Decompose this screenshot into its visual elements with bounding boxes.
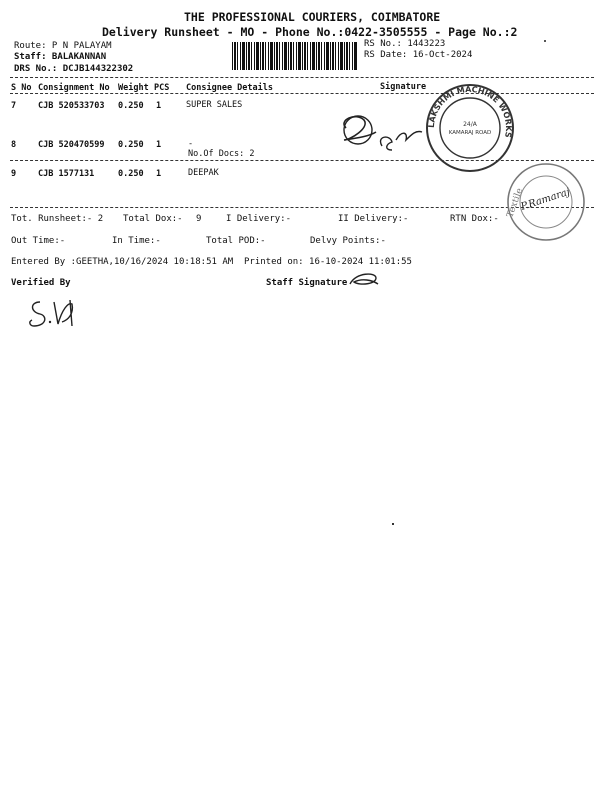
total-dox-value: 9 xyxy=(196,214,202,224)
company-stamp xyxy=(424,82,516,174)
speck xyxy=(392,523,394,525)
i-delivery: I Delivery:- xyxy=(226,214,292,224)
rs-number: RS No.: 1443223 xyxy=(364,39,446,49)
rtn-dox: RTN Dox:- xyxy=(450,214,499,224)
entered-by: Entered By :GEETHA,10/16/2024 10:18:51 AM xyxy=(11,257,234,267)
handwritten-signature-row8 xyxy=(336,110,432,156)
row-pcs: 1 xyxy=(156,169,162,179)
total-pod: Total POD:- xyxy=(206,236,266,246)
row-pcs: 1 xyxy=(156,140,162,150)
rs-date: RS Date: 16-Oct-2024 xyxy=(364,50,473,60)
staff-label: Staff: BALAKANNAN xyxy=(14,52,107,62)
staff-signature-label: Staff Signature xyxy=(266,278,348,288)
staff-signature-mark xyxy=(346,270,382,290)
verified-signature xyxy=(26,296,82,330)
row-pcs: 1 xyxy=(156,101,162,111)
stamp-inner-text: KAMARAJ ROAD xyxy=(448,130,492,136)
col-sno: S No xyxy=(11,83,32,93)
stamp-ring-text: LAKSHMI MACHINE WORKS xyxy=(426,84,514,139)
route-label: Route: P N PALAYAM xyxy=(14,41,112,51)
company-title: THE PROFESSIONAL COURIERS, COIMBATORE xyxy=(184,10,441,24)
row-sno: 9 xyxy=(11,169,17,179)
ii-delivery: II Delivery:- xyxy=(338,214,409,224)
runsheet-subtitle: Delivery Runsheet - MO - Phone No.:0422-3505555 - Page No.:2 xyxy=(102,25,518,39)
row-sno: 7 xyxy=(11,101,17,111)
svg-text:24/A: 24/A xyxy=(463,121,477,128)
col-pcs: PCS xyxy=(154,83,170,93)
drs-number: DRS No.: DCJB144322302 xyxy=(14,64,134,74)
row-weight: 0.250 xyxy=(118,140,144,150)
row-consignment: CJB 520533703 xyxy=(38,101,105,111)
in-time: In Time:- xyxy=(112,236,161,246)
total-dox-label: Total Dox:- xyxy=(123,214,183,224)
speck xyxy=(544,40,546,42)
row-consignment: CJB 520470599 xyxy=(38,140,105,150)
stamp-textile-text: Textile xyxy=(505,187,526,220)
row-consignment: CJB 1577131 xyxy=(38,169,95,179)
col-consignee: Consignee Details xyxy=(186,83,273,93)
col-consignment: Consignment No xyxy=(38,83,110,93)
row-weight: 0.250 xyxy=(118,101,144,111)
row-sno: 8 xyxy=(11,140,17,150)
tot-runsheet: Tot. Runsheet:- 2 xyxy=(11,214,104,224)
printed-on: Printed on: 16-10-2024 11:01:55 xyxy=(244,257,412,267)
col-signature: Signature xyxy=(380,82,427,92)
row-consignee: DEEPAK xyxy=(188,168,219,178)
divider xyxy=(10,77,594,78)
row-consignee: SUPER SALES xyxy=(186,100,243,110)
row-doc-count: No.Of Docs: 2 xyxy=(188,149,255,159)
col-weight: Weight xyxy=(118,83,149,93)
textile-stamp xyxy=(504,160,588,244)
signature-pramaraj: P.Ramaraj xyxy=(519,186,572,213)
row-weight: 0.250 xyxy=(118,169,144,179)
verified-by: Verified By xyxy=(11,278,71,288)
barcode xyxy=(232,42,358,70)
out-time: Out Time:- xyxy=(11,236,66,246)
delvy-points: Delvy Points:- xyxy=(310,236,386,246)
row-consignee: - xyxy=(188,139,194,149)
